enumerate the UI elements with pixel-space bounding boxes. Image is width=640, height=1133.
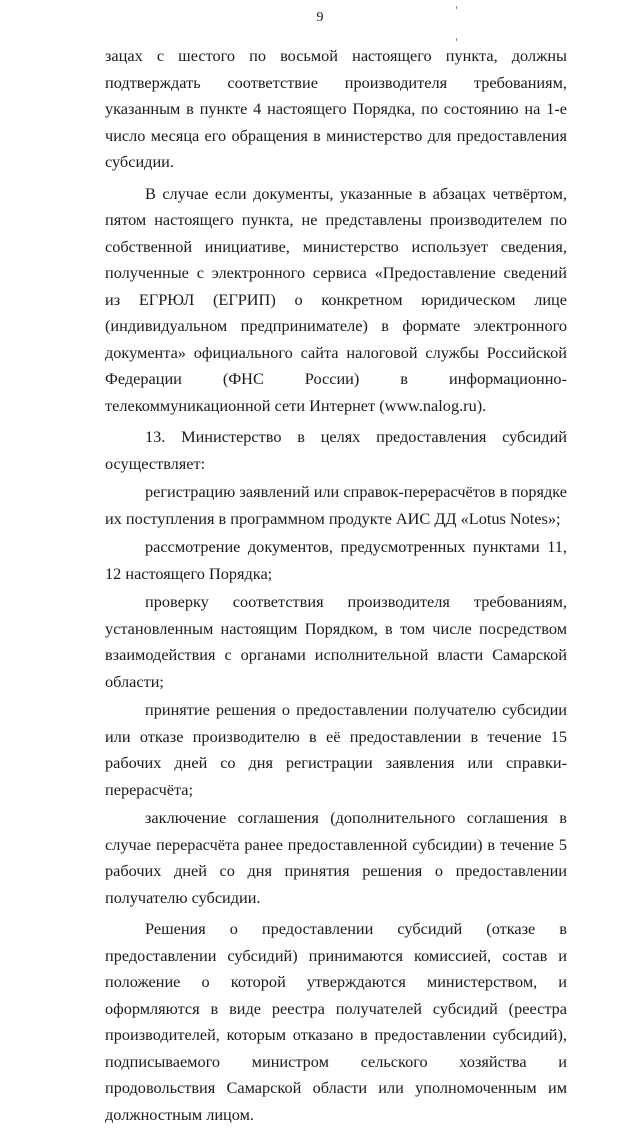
paragraph-item-13: 13. Министерство в целях предоставления субсидий осуществляет: xyxy=(105,427,567,473)
paragraph-documents-not-submitted: В случае если документы, указанные в абзацах четвёртом, пятом настоящего пункта, не представлены производителем по собственной инициативе, министерство использует сведения, полученные с электронного сервиса «Предоставление сведений из ЕГРЮЛ (ЕГРИП) о конкретном юридическом лице (индивидуальном предпринимателе) в формате электронного документа» официального сайта налоговой службы Российской Федерации (ФНС России) в информационно-телекоммуникационной сети Интернет (www.nalog.ru). xyxy=(105,183,567,415)
paragraph-review: рассмотрение документов, предусмотренных пунктами 11, 12 настоящего Порядка; xyxy=(105,537,567,583)
scan-speck xyxy=(456,6,457,9)
paragraph-commission-decisions: Решения о предоставлении субсидий (отказе в предоставлении субсидий) принимаются комиссией, состав и положение о которой утверждаются министерством, и оформляются в виде реестра получателей субсидий (реестра производителей, которым отказано в предоставлении субсидий), подписываемого министром сельского хозяйства и продовольствия Самарской области или уполномоченным им должностным лицом. xyxy=(105,919,567,1124)
paragraph-continuation: зацах с шестого по восьмой настоящего пункта, должны подтверждать соответствие производителя требованиям, указанным в пункте 4 настоящего Порядка, по состоянию на 1-е число месяца его обращения в министерство для предоставления субсидии. xyxy=(105,46,567,171)
paragraph-decision: принятие решения о предоставлении получателю субсидии или отказе производителю в её предоставлении в течение 15 рабочих дней со дня регистрации заявления или справки-перерасчёта; xyxy=(105,700,567,799)
document-body xyxy=(105,43,567,1133)
page-number: 9 xyxy=(316,10,324,25)
paragraph-agreement: заключение соглашения (дополнительного соглашения в случае перерасчёта ранее предоставленной субсидии) в течение 5 рабочих дней со дня принятия решения о предоставлении получателю субсидии. xyxy=(105,808,567,907)
scan-speck xyxy=(456,38,457,41)
paragraph-verification: проверку соответствия производителя требованиям, установленным настоящим Порядком, в том числе посредством взаимодействия с органами исполнительной власти Самарской области; xyxy=(105,592,567,691)
paragraph-registration: регистрацию заявлений или справок-перерасчётов в порядке их поступления в программном продукте АИС ДД «Lotus Notes»; xyxy=(105,482,567,528)
